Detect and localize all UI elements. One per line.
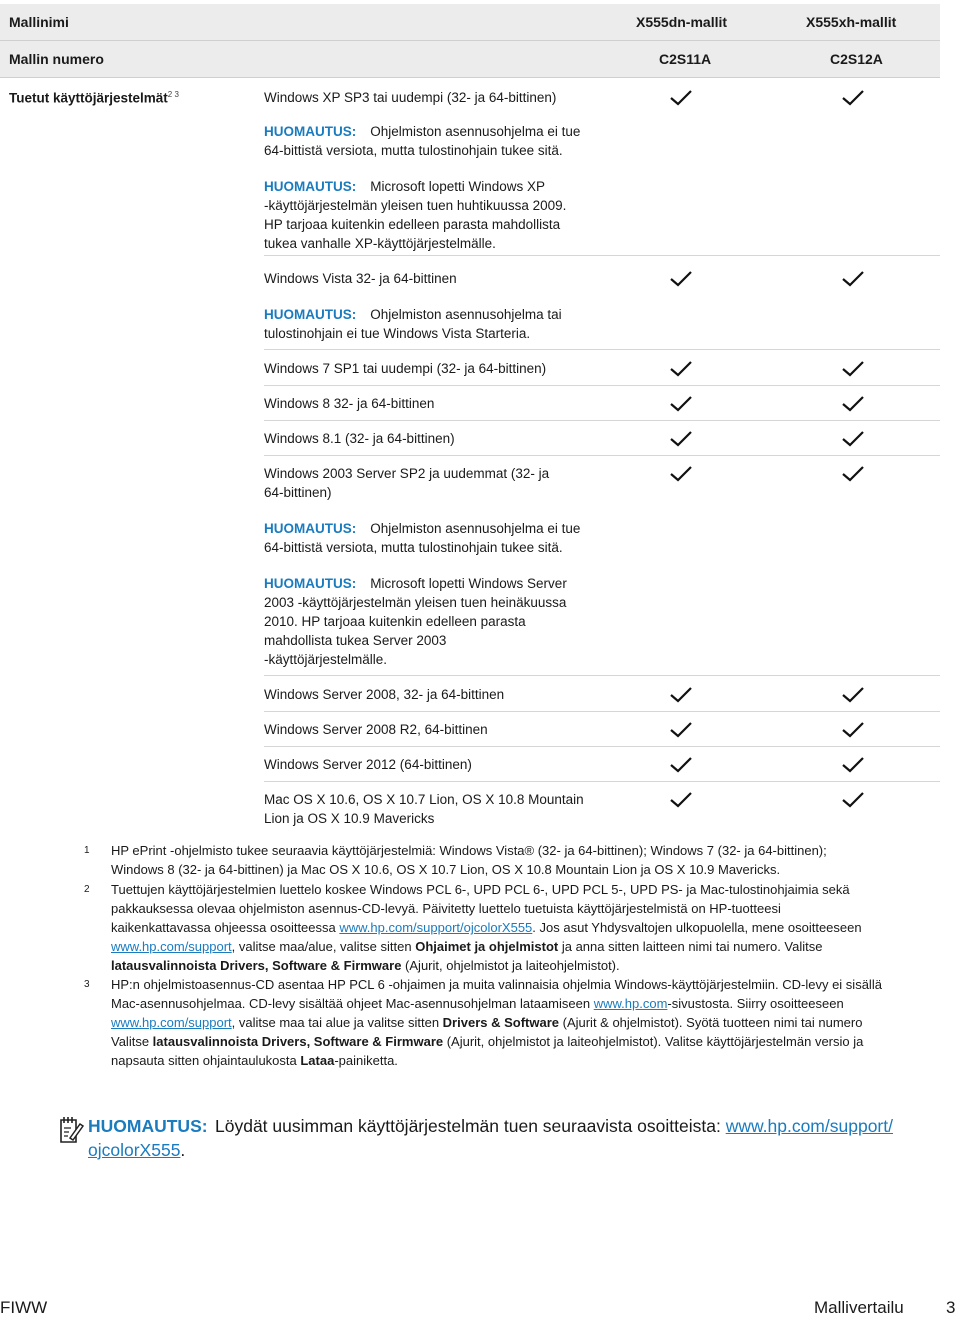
os-name: Windows 2003 Server SP2 ja uudemmat (32- ja 64-bittinen) [264, 466, 550, 500]
os-row-server2012 [264, 755, 940, 782]
note-pad-icon [58, 1116, 84, 1146]
check-icon [842, 466, 864, 482]
check-icon [842, 396, 864, 412]
check-icon [670, 687, 692, 703]
note: HUOMAUTUS: Ohjelmiston asennusohjelma ei tue 64-bittistä versiota, mutta tulostinohjain tukee sitä. [264, 124, 581, 158]
os-row-server2008 [264, 685, 940, 712]
os-name: Windows XP SP3 tai uudempi (32- ja 64-bittinen) [264, 90, 557, 105]
check-icon [670, 792, 692, 808]
hp-link[interactable]: www.hp.com [593, 996, 668, 1011]
os-row-mac [264, 790, 940, 834]
footer-section: Mallivertailu [814, 1298, 904, 1317]
check-icon [670, 722, 692, 738]
check-icon [670, 90, 692, 106]
os-row-win7 [264, 359, 940, 386]
check-icon [842, 431, 864, 447]
check-icon [670, 431, 692, 447]
page-number: 3 [946, 1298, 956, 1317]
check-icon [842, 90, 864, 106]
footer-left: FIWW [0, 1298, 48, 1317]
os-name: Windows Server 2008 R2, 64-bittinen [264, 722, 488, 737]
check-icon [842, 792, 864, 808]
os-name: Windows 8.1 (32- ja 64-bittinen) [264, 431, 455, 446]
check-icon [842, 271, 864, 287]
support-link[interactable]: ojcolorX555 [88, 1140, 181, 1160]
support-link[interactable]: www.hp.com/support [111, 939, 232, 954]
support-link[interactable]: www.hp.com/support [111, 1015, 232, 1030]
os-name: Windows Vista 32- ja 64-bittinen [264, 271, 457, 286]
note-text: Löydät uusimman käyttöjärjestelmän tuen seuraavista osoitteista: www.hp.com/support/ [215, 1116, 893, 1136]
os-name: Mac OS X 10.6, OS X 10.7 Lion, OS X 10.8 Mountain Lion ja OS X 10.9 Mavericks [264, 792, 584, 826]
check-icon [670, 396, 692, 412]
header-row-model-number [0, 41, 940, 78]
os-row-vista [264, 269, 940, 350]
header-label: Mallinimi [9, 14, 69, 30]
os-row-server2003 [264, 464, 940, 676]
support-link[interactable]: www.hp.com/support/ojcolorX555 [339, 920, 533, 935]
header-col1: X555dn-mallit [636, 14, 728, 30]
note: HUOMAUTUS: Ohjelmiston asennusohjelma tai tulostinohjain ei tue Windows Vista Starteria. [264, 307, 562, 341]
header-label: Mallin numero [9, 51, 104, 67]
check-icon [670, 466, 692, 482]
check-icon [670, 757, 692, 773]
note-text-continued: ojcolorX555. [88, 1140, 186, 1160]
os-name: Windows Server 2012 (64-bittinen) [264, 757, 472, 772]
support-link[interactable]: www.hp.com/support/ [725, 1116, 893, 1136]
os-row-server2008r2 [264, 720, 940, 747]
header-col2: C2S12A [830, 51, 883, 67]
check-icon [842, 361, 864, 377]
os-row-winxp [264, 88, 940, 256]
check-icon [842, 722, 864, 738]
note: HUOMAUTUS: Ohjelmiston asennusohjelma ei tue 64-bittistä versiota, mutta tulostinohjain tukee sitä. [264, 521, 581, 555]
header-row-model-name [0, 4, 940, 41]
os-row-win81 [264, 429, 940, 456]
section-label: Tuetut käyttöjärjestelmät$^{2 3}$ [9, 90, 179, 106]
header-col1: C2S11A [659, 51, 712, 67]
check-icon [670, 271, 692, 287]
check-icon [842, 687, 864, 703]
os-name: Windows Server 2008, 32- ja 64-bittinen [264, 687, 505, 702]
os-row-win8 [264, 394, 940, 421]
os-name: Windows 7 SP1 tai uudempi (32- ja 64-bittinen) [264, 361, 547, 376]
os-name: Windows 8 32- ja 64-bittinen [264, 396, 435, 411]
check-icon [842, 757, 864, 773]
note-keyword: HUOMAUTUS: [88, 1116, 208, 1136]
check-icon [670, 361, 692, 377]
header-col2: X555xh-mallit [806, 14, 897, 30]
note: HUOMAUTUS: Microsoft lopetti Windows Server 2003 -käyttöjärjestelmän yleisen tuen heinäkuussa 2010. HP tarjoaa kuitenkin edelleen parasta mahdollista tukea Server 2003 -käyttöjärjestelmälle. [264, 576, 567, 667]
note: HUOMAUTUS: Microsoft lopetti Windows XP -käyttöjärjestelmän yleisen tuen huhtikuussa 2009. HP tarjoaa kuitenkin edelleen parasta mahdollista tukea vanhalle XP-käyttöjärjestelmälle. [264, 179, 567, 251]
